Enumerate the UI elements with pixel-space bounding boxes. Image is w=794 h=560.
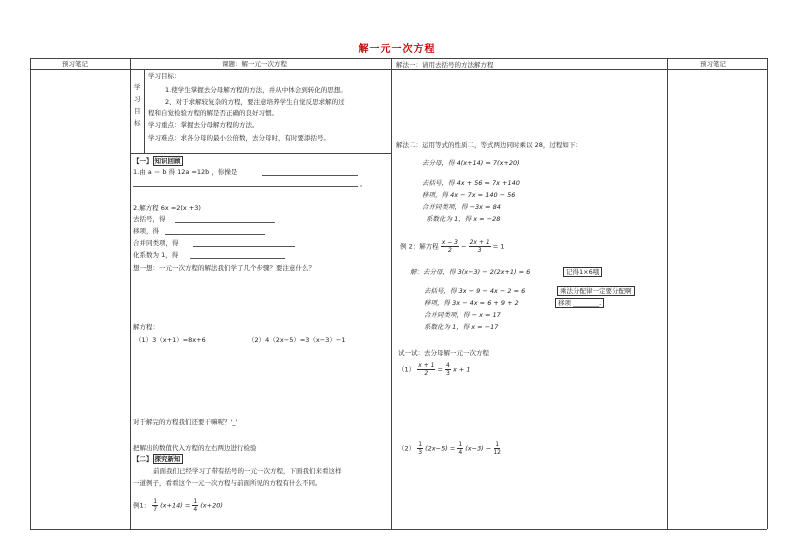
example-2-step-1: 解：去分母，得 3(x−3) − 2(2x+1) = 6: [410, 268, 531, 276]
try-2: [398, 441, 501, 456]
goals-item-2a: 2、对于求解较复杂的方程，要注意培养学生自觉反思求解的过: [165, 98, 345, 106]
review-step-3-blank[interactable]: [193, 246, 295, 247]
try-2-end: (x−3) −: [465, 444, 492, 453]
review-check-question: 对于解完的方程我们还要干嘛呢？'_': [133, 418, 238, 426]
example-2: 例 2：解方程 $\frac{x - 3}{2}$ − $\frac{2x + 1}{3}$ = 1: [400, 239, 505, 254]
review-think: 想一想：一元一次方程的解法我们学了几个步骤？要注意什么？: [133, 264, 315, 272]
table-bottom-border: [30, 529, 767, 530]
try-2-label: （2）: [398, 444, 416, 453]
example-2-step-2: 去括号，得 3x − 9 − 4x − 2 = 6: [424, 287, 526, 295]
note-remember: 记得1×6哦: [563, 267, 602, 277]
review-step-3: 合并同类项，得: [133, 239, 179, 247]
review-step-4-blank[interactable]: [190, 258, 285, 259]
header-notes-left: 预习笔记: [62, 60, 88, 68]
goals-side-char-2: 习: [134, 95, 141, 103]
try-1-rhs: x + 1: [452, 365, 471, 374]
review-step-2-blank[interactable]: [165, 234, 265, 235]
new-prefix: 【二】: [133, 455, 153, 463]
new-tag: 探究新知: [154, 455, 181, 463]
review-section-label: [133, 157, 183, 165]
review-solve-label: 解方程：: [133, 323, 159, 331]
new-intro-1: 前面我们已经学习了带有括号的一元一次方程，下面我们来看这样: [153, 467, 342, 475]
example-2-frac-2: $\frac{2x + 1}{3}$: [469, 239, 490, 254]
review-equation-1: （1）3（x+1）=8x+6: [135, 336, 206, 344]
method-1: 解法一：请用去括号的方法解方程: [396, 61, 494, 69]
review-q1-blank-2[interactable]: [133, 186, 358, 187]
new-section-label: [133, 455, 183, 463]
review-prefix: 【一】: [133, 157, 153, 165]
method-step-5: 系数化为 1，得 x = −28: [426, 215, 501, 223]
review-q1: 1.由 a ＝ b 得 12a =12b ，你操是: [133, 168, 238, 176]
example-1-frac-2: $\frac{1}{4}$: [193, 498, 198, 513]
table-top-border: [30, 58, 767, 59]
col-divider-2: [391, 58, 392, 529]
review-q1-period: 。: [360, 180, 367, 188]
method-2: 解法二：运用等式的性质二，等式两边同时乘以 28，过程如下：: [396, 141, 582, 149]
example-2-rhs: = 1: [492, 242, 505, 251]
note-move-terms: 移项 ________.: [555, 298, 604, 308]
goals-divider: [144, 69, 145, 153]
review-equation-2: （2）4（2x−5）=3（x−3）−1: [248, 336, 346, 344]
try-2-frac-3: $\frac{1}{12}$: [493, 441, 501, 456]
example-2-label: 例 2：解方程: [400, 242, 439, 251]
try-1-frac-2: $\frac{4}{3}$: [446, 362, 450, 377]
goals-side-char-1: 学: [134, 83, 141, 91]
example-1-left: (x+14) =: [160, 501, 191, 510]
try-heading: 试一试：去分母解一元一次方程: [398, 349, 489, 357]
goals-difficulty: 学习难点：求各分母的最小公倍数，去分母时，有时要添括号。: [148, 134, 330, 142]
example-1-right: (x+20): [200, 501, 223, 510]
try-1-frac-1: $\frac{x + 1}{2}$: [418, 362, 435, 377]
note-distributive: 乘法分配律一定要分配啊: [557, 286, 635, 296]
review-q1-blank[interactable]: [262, 175, 358, 176]
example-2-frac-1: $\frac{x - 3}{2}$: [441, 239, 458, 254]
example-1: [133, 498, 223, 513]
method-step-4: 合并同类项，得 −3x = 84: [422, 203, 501, 211]
col-divider-3: [667, 58, 668, 529]
goals-side-char-3: 目: [134, 107, 141, 115]
review-tag: 知识回顾: [154, 157, 181, 165]
goals-side-char-4: 标: [134, 119, 141, 127]
review-step-2: 移项，得: [133, 227, 159, 235]
goals-item-2b: 程和自觉检验方程的解是否正确的良好习惯。: [148, 109, 278, 117]
example-2-step-4: 合并同类项，得 − x = 17: [424, 311, 501, 319]
goals-item-1: 1.使学生掌握去分母解方程的方法，并从中体会到转化的思想。: [165, 86, 347, 94]
document-title: 解一元一次方程: [358, 44, 436, 55]
review-step-4: 化系数为 1，得: [133, 251, 179, 259]
try-2-frac-1: $\frac{1}{3}$: [418, 441, 423, 456]
example-2-step-5: 系数化为 1，得 x = −17: [424, 323, 499, 331]
example-1-label: 例1：: [133, 501, 151, 510]
col-divider-1: [130, 58, 131, 529]
goals-bottom-border: [130, 153, 391, 154]
table-right-border: [767, 58, 768, 529]
method-step-2: 去括号，得 4x + 56 = 7x +140: [422, 179, 520, 187]
try-2-mid: (2x−5) =: [425, 444, 456, 453]
goals-heading: 学习目标：: [148, 72, 181, 80]
header-notes-right: 预习笔记: [700, 60, 726, 68]
example-2-step-3: 移项，得 3x − 4x = 6 + 9 + 2: [424, 299, 519, 307]
try-1: （1） $\frac{x + 1}{2}$ = $\frac{4}{3}$ x + 1: [398, 362, 471, 377]
review-step-1: 去括号，得: [133, 215, 166, 223]
header-bottom-border: [30, 69, 767, 70]
new-intro-2: 一道例子，看看这个一元一次方程与前面所见的方程有什么不同。: [133, 479, 322, 487]
review-verify-note: 把解出的数值代入方程的左右两边进行检验: [133, 444, 257, 452]
try-2-frac-2: $\frac{1}{4}$: [458, 441, 463, 456]
table-left-border: [30, 58, 31, 529]
goals-key-point: 学习重点：掌握去分母解方程的方法。: [148, 121, 259, 129]
review-step-1-blank[interactable]: [175, 222, 275, 223]
header-topic: 课题：解一元一次方程: [222, 60, 287, 68]
review-q2: 2.解方程 6x =2(x +3): [133, 204, 201, 212]
method-step-1: 去分母，得 4(x+14) = 7(x+20): [422, 159, 520, 167]
try-1-label: （1）: [398, 365, 416, 374]
method-step-3: 移项，得 4x − 7x = 140 − 56: [422, 191, 516, 199]
example-1-frac-1: $\frac{1}{7}$: [153, 498, 158, 513]
